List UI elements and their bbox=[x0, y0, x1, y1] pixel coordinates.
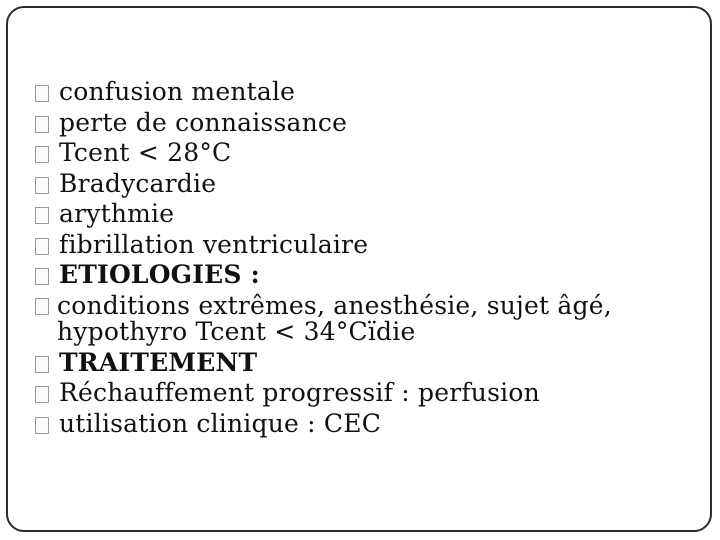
bullet-item-tcent bbox=[35, 138, 675, 169]
bullet-item-bradycardie bbox=[35, 169, 675, 200]
square-bullet-icon bbox=[35, 356, 49, 373]
bullet-text: arythmie bbox=[59, 199, 175, 228]
square-bullet-icon bbox=[35, 386, 49, 403]
bullet-list bbox=[35, 77, 675, 439]
square-bullet-icon bbox=[35, 238, 49, 255]
bullet-text: conditions extrêmes, anesthésie, sujet âgé, hypothyro Tcent < 34°Cïdie bbox=[57, 290, 612, 346]
square-bullet-icon bbox=[35, 417, 49, 434]
bullet-text: confusion mentale bbox=[59, 77, 296, 106]
bullet-heading: TRAITEMENT bbox=[59, 347, 258, 377]
bullet-item-fibrillation bbox=[35, 230, 675, 261]
bullet-item-conditions bbox=[35, 291, 675, 348]
bullet-text: Tcent < 28°C bbox=[59, 138, 232, 167]
bullet-heading: ETIOLOGIES : bbox=[59, 260, 260, 289]
bullet-item-etiologies bbox=[35, 260, 675, 291]
square-bullet-icon bbox=[35, 146, 49, 163]
square-bullet-icon bbox=[35, 116, 49, 133]
bullet-item-traitement bbox=[35, 348, 675, 379]
bullet-item-utilisation bbox=[35, 409, 675, 440]
square-bullet-icon bbox=[35, 207, 49, 224]
bullet-text: fibrillation ventriculaire bbox=[59, 229, 369, 259]
square-bullet-icon bbox=[35, 298, 49, 315]
square-bullet-icon bbox=[35, 177, 49, 194]
bullet-text: Bradycardie bbox=[59, 168, 217, 198]
bullet-item-confusion bbox=[35, 77, 675, 108]
square-bullet-icon bbox=[35, 268, 49, 285]
bullet-item-arythmie bbox=[35, 199, 675, 230]
square-bullet-icon bbox=[35, 85, 49, 102]
bullet-item-rechauffement bbox=[35, 378, 675, 409]
bullet-item-perte bbox=[35, 108, 675, 139]
bullet-text: perte de connaissance bbox=[59, 107, 348, 137]
bullet-text: utilisation clinique : CEC bbox=[59, 408, 382, 438]
bullet-text: Réchauffement progressif : perfusion bbox=[59, 378, 540, 407]
